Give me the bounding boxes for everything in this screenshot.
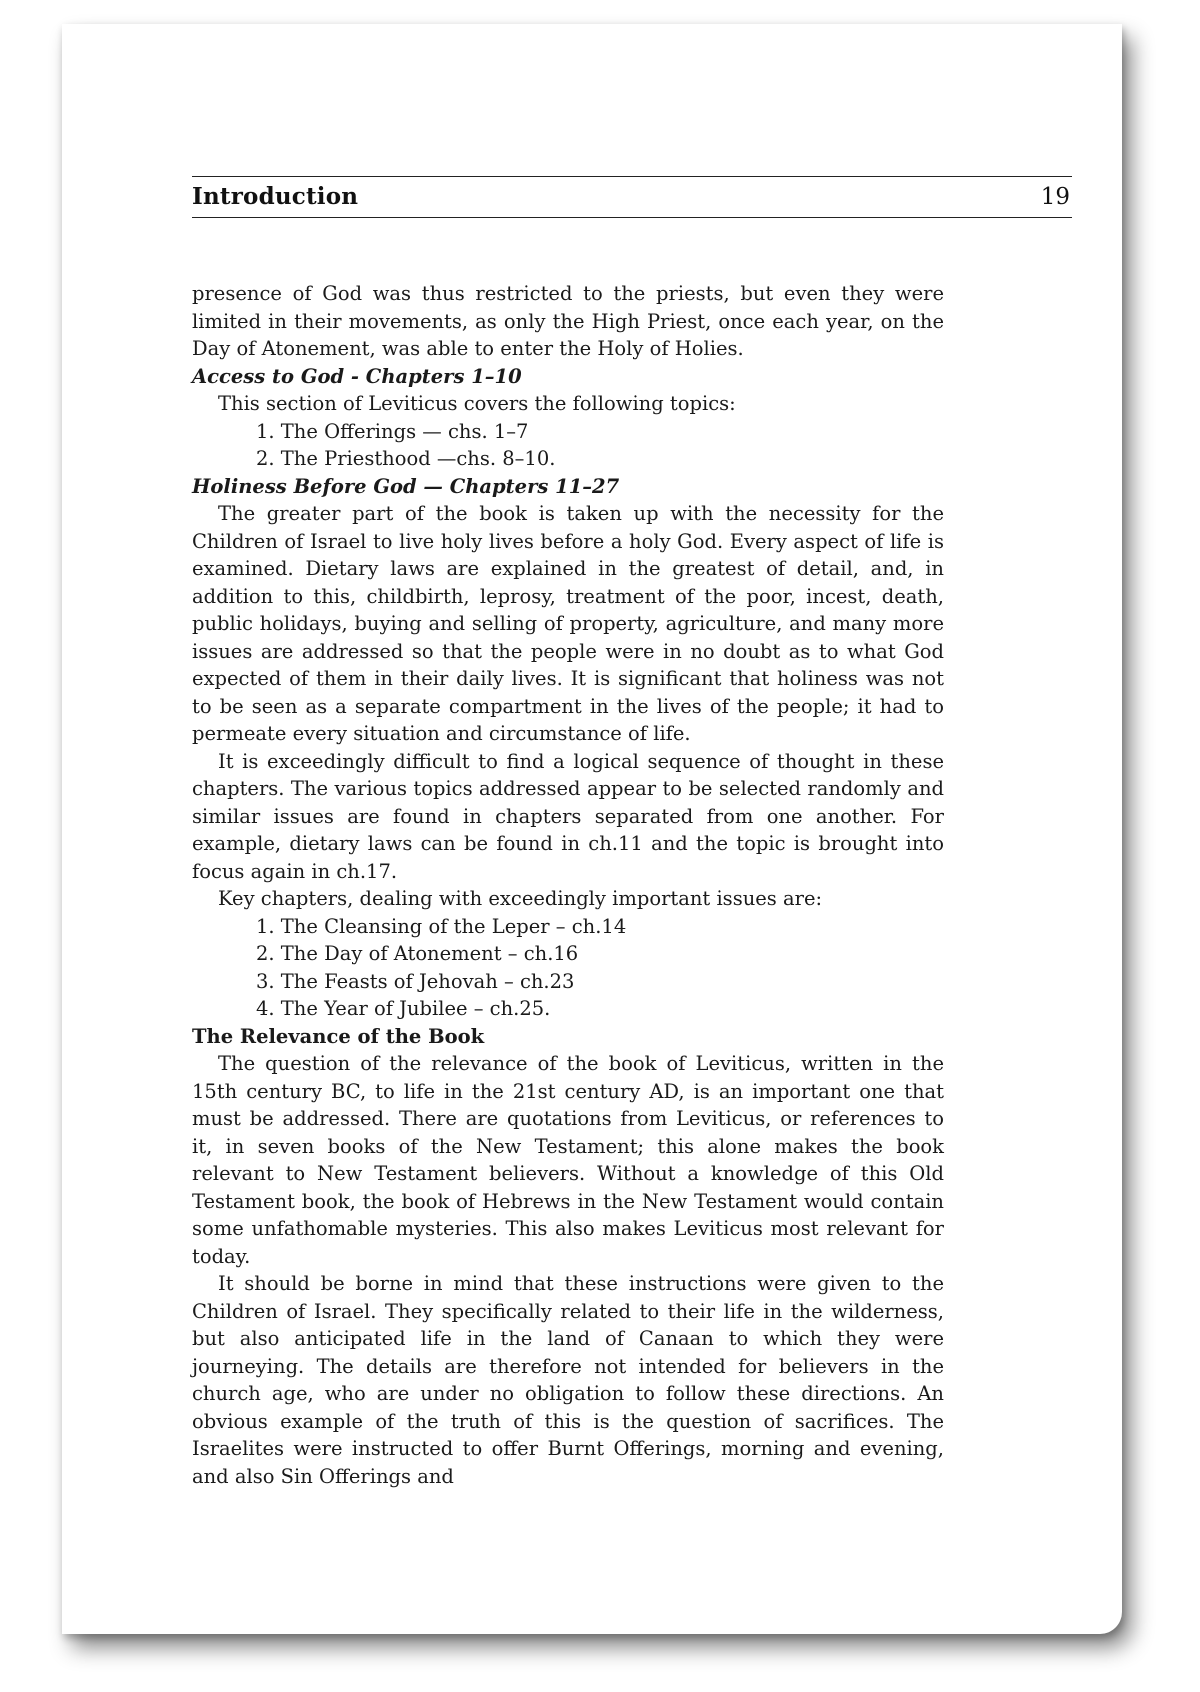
paragraph: The question of the relevance of the book of Leviticus, written in the 15th century BC, to life in the 21st century AD, is an important one that must be addressed. There are quotations from Leviticus, or references to it, in seven books of the New Testament; this alone makes the book relevant to New Testament believers. Without a knowledge of this Old Testament book, the book of Hebrews in the New Testament would contain some unfathomable mysteries. This also makes Leviticus most relevant for today. [192,1052,944,1268]
key-chapters-list [192,913,944,1023]
running-head-title: Introduction [192,183,359,210]
running-header [192,176,1072,218]
section-heading-access-to-god: Access to God - Chapters 1–10 [192,364,522,388]
list-item: 4. The Year of Jubilee – ch.25. [256,997,551,1020]
page-number: 19 [1040,184,1070,210]
section-heading-relevance: The Relevance of the Book [192,1024,485,1048]
section-lead-access-to-god: This section of Leviticus covers the following topics: [218,392,736,415]
list-item: 1. The Cleansing of the Leper – ch.14 [256,914,627,938]
paragraph: The greater part of the book is taken up with the necessity for the Children of Israel to live holy lives before a holy God. Every aspect of life is examined. Dietary laws are explained in the greatest of detail, and, in addition to this, childbirth, leprosy, treatment of the poor, incest, death, public holidays, buying and selling of property, agriculture, and many more issues are addressed so that the people were in no doubt as to what God expected of them in their daily lives. It is significant that holiness was not to be seen as a separate compartment in the lives of the people; it had to permeate every situation and circumstance of life. [192,502,944,745]
list-item: 1. The Offerings — chs. 1–7 [256,419,529,443]
list-item: 2. The Day of Atonement – ch.16 [256,942,579,965]
list-item: 2. The Priesthood —chs. 8–10. [256,447,556,470]
intro-paragraph: presence of God was thus restricted to the priests, but even they were limited in their movements, as only the High Priest, once each year, on the Day of Atonement, was able to enter the Holy of Holies. [192,282,944,360]
list-item: 3. The Feasts of Jehovah – ch.23 [256,969,575,993]
topics-list [192,418,944,473]
paragraph: It is exceedingly difficult to find a logical sequence of thought in these chapters. The various topics addressed appear to be selected randomly and similar issues are found in chapters separated from one another. For example, dietary laws can be found in ch.11 and the topic is brought into focus again in ch.17. [192,749,944,883]
section-lead-key-chapters: Key chapters, dealing with exceedingly important issues are: [218,887,823,910]
section-heading-holiness: Holiness Before God — Chapters 11–27 [192,474,620,498]
paragraph: It should be borne in mind that these instructions were given to the Children of Israel. They specifically related to their life in the wilderness, but also anticipated life in the land of Canaan to which they were journeying. The details are therefore not intended for believers in the church age, who are under no obligation to follow these directions. An obvious example of the truth of this is the question of sacrifices. The Israelites were instructed to offer Burnt Offerings, morning and evening, and also Sin Offerings and [192,1272,944,1488]
body-text [192,280,944,1490]
